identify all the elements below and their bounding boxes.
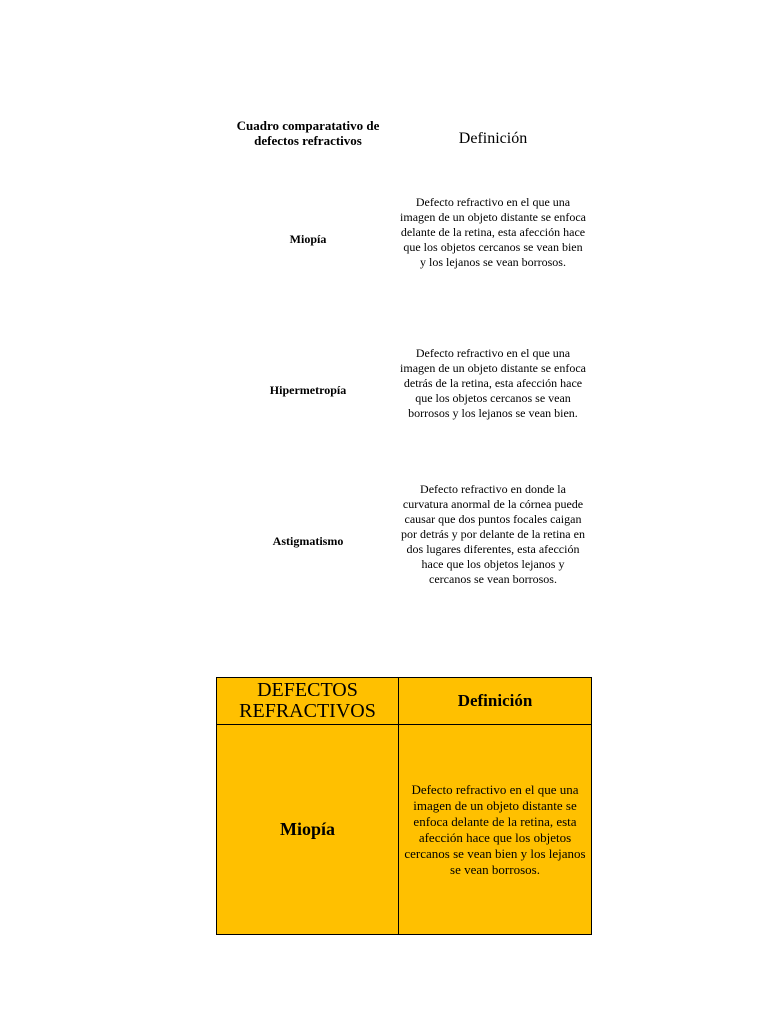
term-hipermetropia: Hipermetropía [269,383,347,397]
term-astigmatismo: Astigmatismo [272,534,344,548]
comparison-table-yellow [216,677,592,935]
table-header-title: Cuadro comparatativo de defectos refractivos [236,118,380,148]
table-header-definition: Definición [458,130,528,147]
yellow-term-miopia: Miopía [279,819,335,839]
yellow-header-definition: Definición [457,691,533,710]
definition-astigmatismo: Defecto refractivo en donde la curvatura anormal de la córnea puede causar que dos puntos focales caigan por detrás y por delante de la retina en dos lugares diferentes, esta afección hace que los objetos lejanos y cercanos se vean borrosos. [401,482,585,586]
definition-miopia: Defecto refractivo en el que una imagen de un objeto distante se enfoca delante de la retina, esta afección hace que los objetos cercanos se vean bien y los lejanos se vean borrosos. [400,195,586,269]
yellow-definition-miopia: Defecto refractivo en el que una imagen de un objeto distante se enfoca delante de la retina, esta afección hace que los objetos cercanos se vean bien y los lejanos se vean borrosos. [404,781,586,877]
yellow-header-title: DEFECTOS REFRACTIVOS [239,679,376,722]
definition-hipermetropia: Defecto refractivo en el que una imagen de un objeto distante se enfoca detrás de la retina, esta afección hace que los objetos cercanos se vean borrosos y los lejanos se vean bien. [400,346,586,420]
term-miopia: Miopía [289,232,327,246]
